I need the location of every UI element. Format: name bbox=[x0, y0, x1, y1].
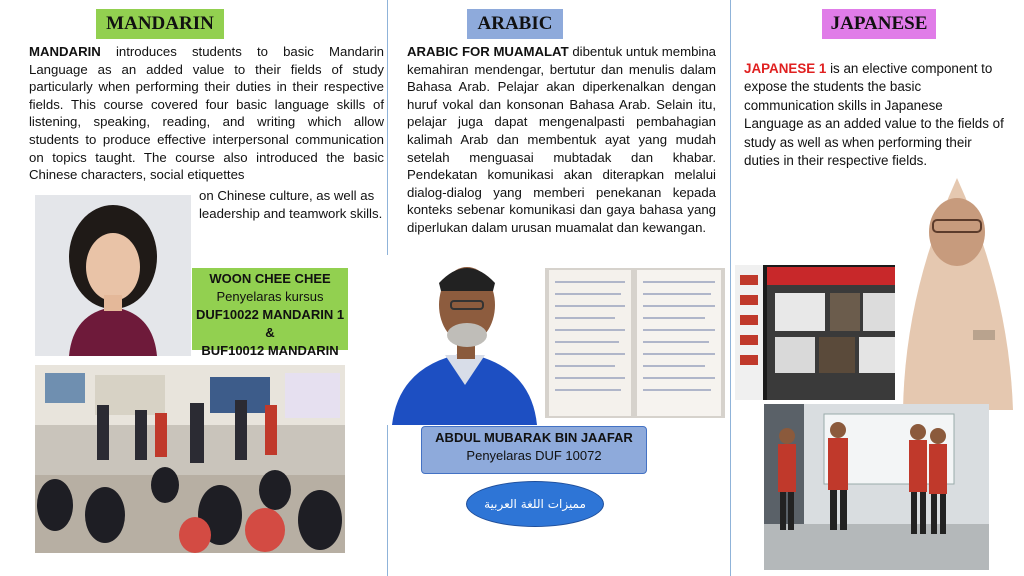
japanese-body: is an elective component to expose the students the basic communication skills in Japanese Language as an added value to the fields of study as well as when performing their duties in their respective fields. bbox=[744, 61, 1004, 169]
mandarin-course-code-1: DUF10022 MANDARIN 1 & bbox=[195, 307, 345, 340]
arabic-title: ARABIC bbox=[467, 9, 563, 39]
arabic-features-badge-text: مميزات اللغة العربية bbox=[484, 497, 586, 511]
mandarin-coordinator-name: WOON CHEE CHEE bbox=[209, 271, 331, 286]
japanese-classroom-photo bbox=[764, 404, 989, 570]
mandarin-coordinator-caption bbox=[192, 268, 348, 358]
arabic-notebook-photo bbox=[545, 268, 725, 418]
arabic-lead: ARABIC FOR MUAMALAT bbox=[407, 44, 569, 59]
mandarin-classroom-photo bbox=[35, 365, 345, 553]
arabic-coordinator-role: Penyelaras DUF 10072 bbox=[466, 448, 602, 463]
japanese-lead: JAPANESE 1 bbox=[744, 61, 827, 76]
arabic-description bbox=[407, 43, 716, 237]
mandarin-description bbox=[29, 43, 384, 184]
mandarin-lead: MANDARIN bbox=[29, 44, 101, 59]
mandarin-description-side: on Chinese culture, as well as leadership and teamwork skills. bbox=[199, 188, 383, 221]
arabic-coordinator-name: ABDUL MUBARAK BIN JAAFAR bbox=[435, 430, 633, 445]
arabic-coordinator-caption bbox=[421, 426, 647, 474]
mandarin-body: introduces students to basic Mandarin Language as an added value to their fields of study particularly when performing their duties in their respective fields. This course covered four basic language skills of listening, speaking, reading, and writing which allow students to produce effective interpersonal communication on topics taught. The course also introduced the basic Chinese characters, social etiquettes bbox=[29, 44, 384, 183]
mandarin-course-code-2: BUF10012 MANDARIN bbox=[201, 343, 339, 358]
mandarin-instructor-photo bbox=[35, 195, 191, 356]
japanese-online-class-photo bbox=[735, 265, 905, 400]
japanese-description bbox=[744, 60, 1004, 170]
mandarin-title: MANDARIN bbox=[96, 9, 224, 39]
arabic-body: dibentuk untuk membina kemahiran mendengar, bertutur dan menulis dalam Bahasa Arab. Pelajar akan diperkenalkan dengan huruf vokal dan konsonan Bahasa Arab. Selain itu, pelajar juga dapat mengenalpasti pembahagian kalimah Arab dan membentuk ayat yang mudah setelah menguasai mubtadak dan khabar. Pendekatan komunikasi akan diterapkan melalui dialog-dialog yang memberi penekanan kepada konteks sebenar komunikasi dan gaya bahasa yang diperlukan dalam urusan muamalat dan kewangan. bbox=[407, 44, 717, 235]
japanese-instructor-photo bbox=[895, 172, 1019, 410]
arabic-features-badge bbox=[466, 481, 604, 527]
japanese-title: JAPANESE bbox=[822, 9, 936, 39]
column-divider-right bbox=[730, 0, 731, 576]
mandarin-coordinator-role: Penyelaras kursus bbox=[216, 289, 324, 304]
arabic-instructor-photo bbox=[387, 255, 543, 425]
